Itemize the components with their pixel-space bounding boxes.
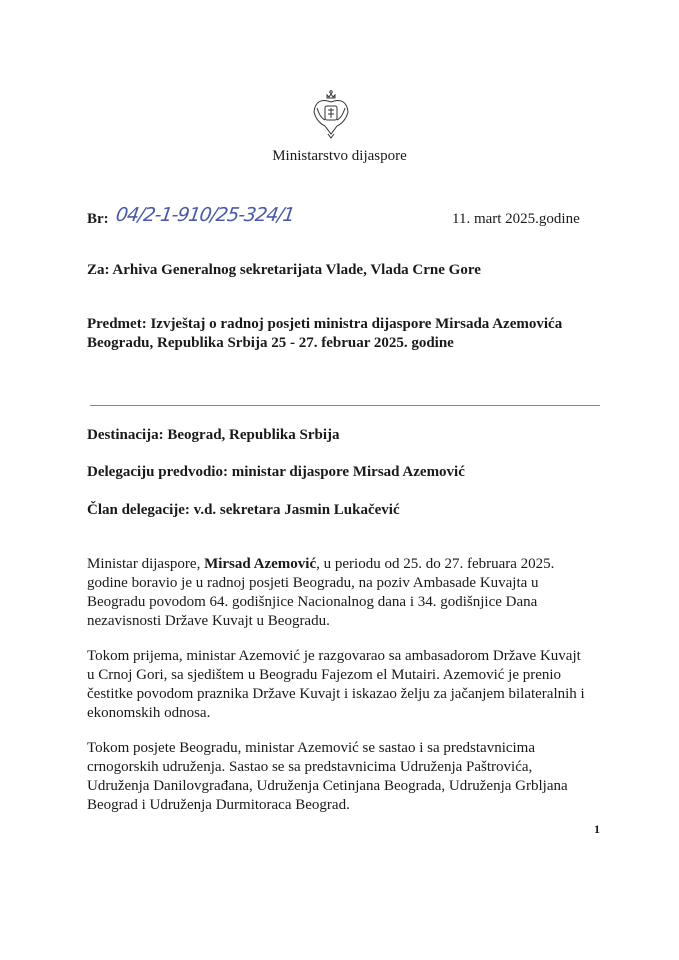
paragraph-2-line: u Crnoj Gori, sa sjedištem u Beogradu Fajezom el Mutairi. Azemović je prenio bbox=[87, 667, 562, 683]
paragraph-3-line: Beograd i Udruženja Durmitoraca Beograd. bbox=[87, 797, 350, 813]
reference-number-handwritten: 04/2-1-910/25-324/1 bbox=[114, 204, 296, 226]
page-number: 1 bbox=[594, 822, 600, 836]
coat-of-arms-logo bbox=[311, 90, 351, 140]
text: , u periodu od 25. do 27. februara 2025. bbox=[316, 556, 555, 572]
paragraph-2-line: ekonomskih odnosa. bbox=[87, 705, 211, 721]
paragraph-3-line: Tokom posjete Beogradu, ministar Azemović se sastao i sa predstavnicima bbox=[87, 740, 536, 756]
subject-line-2: Beogradu, Republika Srbija 25 - 27. februar 2025. godine bbox=[87, 335, 454, 351]
paragraph-1-line: nezavisnosti Države Kuvajt u Beogradu. bbox=[87, 613, 330, 629]
recipient: Za: Arhiva Generalnog sekretarijata Vlade, Vlada Crne Gore bbox=[87, 262, 481, 278]
destination: Destinacija: Beograd, Republika Srbija bbox=[87, 427, 340, 443]
paragraph-2-line: čestitke povodom praznika Države Kuvajt i iskazao želju za jačanjem bilateralnih i bbox=[87, 686, 585, 702]
ministry-name: Ministarstvo dijaspore bbox=[272, 148, 407, 164]
divider bbox=[90, 405, 600, 406]
paragraph-3-line: Udruženja Danilovgrađana, Udruženja Cetinjana Beograda, Udruženja Grbljana bbox=[87, 778, 568, 794]
delegation-leader: Delegaciju predvodio: ministar dijaspore Mirsad Azemović bbox=[87, 464, 465, 480]
document-date: 11. mart 2025.godine bbox=[452, 211, 580, 227]
paragraph-1-line-1 bbox=[87, 555, 554, 574]
subject-line-1: Predmet: Izvještaj o radnoj posjeti ministra dijaspore Mirsada Azemovića bbox=[87, 316, 563, 332]
paragraph-1-line: Beogradu povodom 64. godišnjice Nacionalnog dana i 34. godišnjice Dana bbox=[87, 594, 538, 610]
paragraph-3-line: crnogorskih udruženja. Sastao se sa predstavnicima Udruženja Paštrovića, bbox=[87, 759, 533, 775]
reference-label: Br: bbox=[87, 211, 109, 227]
delegation-member: Član delegacije: v.d. sekretara Jasmin Lukačević bbox=[87, 502, 400, 518]
paragraph-1-line: godine boravio je u radnoj posjeti Beogradu, na poziv Ambasade Kuvajta u bbox=[87, 575, 539, 591]
text: Ministar dijaspore, bbox=[87, 556, 205, 572]
paragraph-2-line: Tokom prijema, ministar Azemović je razgovarao sa ambasadorom Države Kuvajt bbox=[87, 648, 581, 664]
minister-name: Mirsad Azemović bbox=[204, 556, 317, 572]
